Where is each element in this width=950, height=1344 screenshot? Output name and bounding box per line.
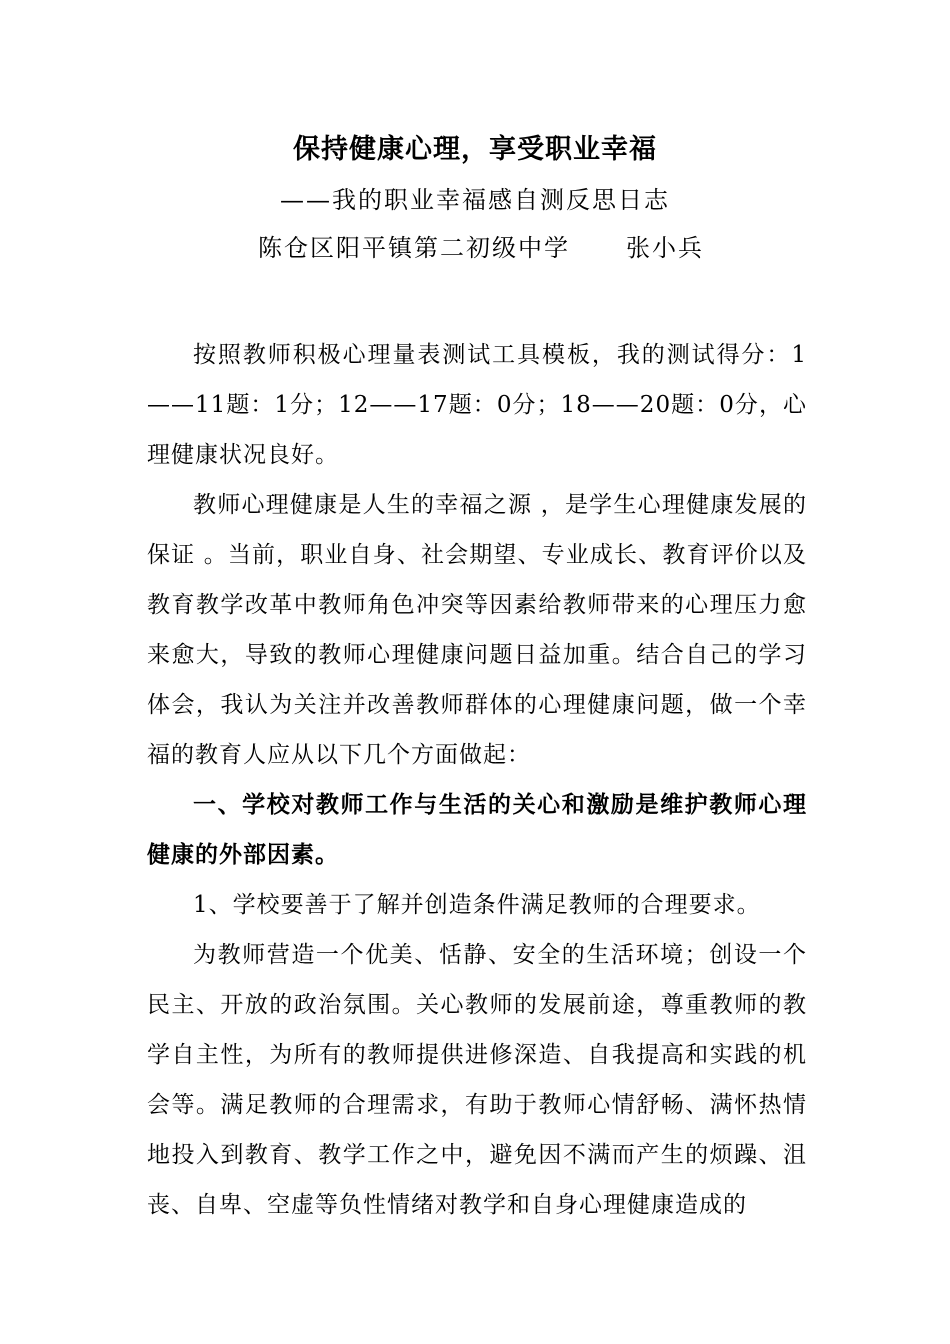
document-body (147, 330, 807, 1230)
subsection-heading-1-1: 1、学校要善于了解并创造条件满足教师的合理要求。 (193, 892, 761, 918)
author-line (258, 230, 704, 266)
document-title: 保持健康心理，享受职业幸福 (293, 134, 657, 165)
author-name: 张小兵 (626, 234, 704, 262)
paragraph-body: 为教师营造一个优美、恬静、安全的生活环境；创设一个民主、开放的政治氛围。关心教师的发展前途，尊重教师的教学自主性，为所有的教师提供进修深造、自我提高和实践的机会等。满足教师的合理需求，有助于教师心情舒畅、满怀热情地投入到教育、教学工作之中，避免因不满而产生的烦躁、沮丧、自卑、空虚等负性情绪对教学和自身心理健康造成的 (147, 942, 807, 1218)
paragraph-introduction: 教师心理健康是人生的幸福之源 ，是学生心理健康发展的保证 。当前，职业自身、社会期望、专业成长、教育评价以及教育教学改革中教师角色冲突等因素给教师带来的心理压力愈来愈大，导致的教师心理健康问题日益加重。结合自己的学习体会，我认为关注并改善教师群体的心理健康问题，做一个幸福的教育人应从以下几个方面做起： (147, 492, 807, 768)
paragraph-test-result: 按照教师积极心理量表测试工具模板，我的测试得分：1——11题：1分；12——17题：0分；18——20题：0分，心理健康状况良好。 (147, 342, 807, 468)
document-subtitle: ——我的职业幸福感自测反思日志 (280, 186, 670, 214)
school-name: 陈仓区阳平镇第二初级中学 (258, 234, 570, 262)
section-heading-1: 一、学校对教师工作与生活的关心和激励是维护教师心理健康的外部因素。 (147, 792, 807, 868)
